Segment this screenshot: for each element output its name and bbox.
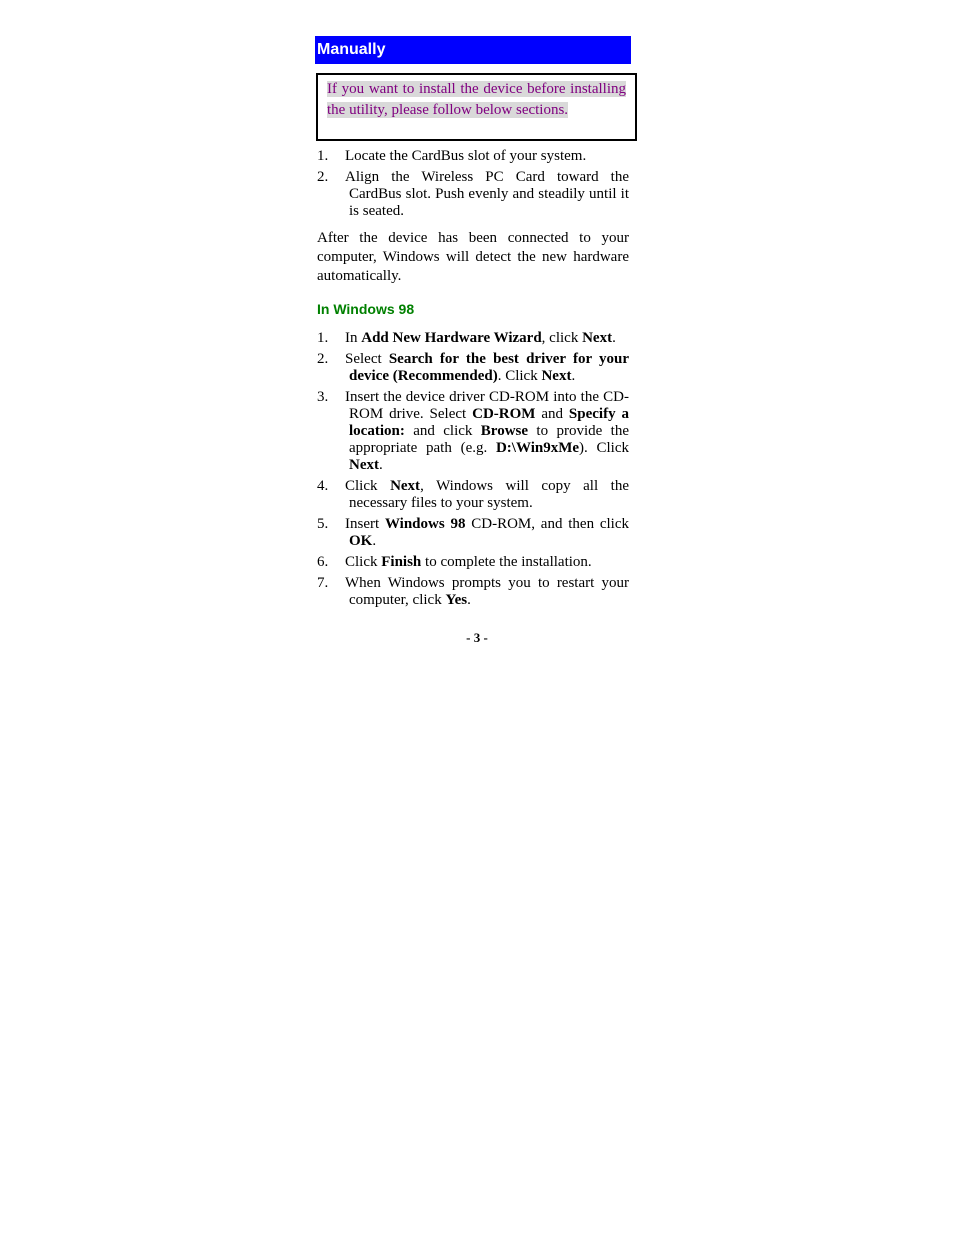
list-item [317, 516, 629, 550]
text-run: , click [541, 330, 583, 346]
list-item [317, 478, 629, 512]
bold-term: OK [349, 533, 373, 549]
list-item [317, 575, 629, 609]
bold-term: Finish [381, 554, 422, 570]
list-item-number: 2. [317, 169, 329, 185]
list-item [317, 148, 629, 165]
text-run: Align the Wireless PC Card toward the CardBus slot. Push evenly and steadily until it is seated. [345, 169, 629, 219]
text-run: ). Click [579, 440, 630, 456]
list-item-text [345, 169, 629, 220]
text-run: . [467, 592, 471, 608]
bold-term: Next [541, 368, 572, 384]
text-run: CD-ROM, and then click [465, 516, 629, 532]
list-item-text [345, 330, 629, 347]
list-item-number: 1. [317, 148, 329, 164]
bold-term: CD-ROM [472, 406, 536, 422]
text-run: Select [345, 351, 389, 367]
list-item-text [345, 148, 629, 165]
bold-term: Add New Hardware Wizard [361, 330, 542, 346]
text-run: to provide the appropriate path (e.g. [349, 423, 629, 456]
bold-term: Yes [445, 592, 468, 608]
main-content [317, 148, 629, 613]
bold-term: Windows 98 [384, 516, 466, 532]
text-run: When Windows prompts you to restart your computer, click [345, 575, 629, 608]
list-item-text [345, 516, 629, 550]
text-run: . [372, 533, 377, 549]
list-item-number: 6. [317, 554, 329, 570]
list-item-text [345, 575, 629, 609]
note-box [316, 73, 637, 141]
text-run: and click [404, 423, 481, 439]
bold-term: Specify a location: [349, 406, 629, 439]
list-item [317, 169, 629, 220]
list-item [317, 389, 629, 474]
list-item-number: 1. [317, 330, 329, 346]
bold-term: Next [390, 478, 421, 494]
text-run: Insert the device driver CD-ROM into the CD-ROM drive. Select [345, 389, 629, 422]
windows98-steps-list [317, 330, 629, 609]
list-item [317, 351, 629, 385]
bold-term: Next [349, 457, 379, 473]
list-item-text [345, 554, 629, 571]
text-run: Insert [345, 516, 385, 532]
text-run: . [612, 330, 616, 346]
text-run: and [535, 406, 569, 422]
list-item-number: 2. [317, 351, 329, 367]
list-item [317, 330, 629, 347]
list-item-text [345, 351, 629, 385]
text-run: Click [345, 478, 391, 494]
note-highlight: If you want to install the device before installing the utility, please follow below sections. [327, 81, 626, 118]
hardware-steps-list [317, 148, 629, 220]
text-run: Click [345, 554, 382, 570]
bold-term: Browse [480, 423, 529, 439]
text-run: Locate the CardBus slot of your system. [345, 148, 587, 164]
section-title: Manually [315, 36, 631, 64]
list-item-text [345, 389, 629, 474]
text-run: . [379, 457, 383, 473]
text-run: In [345, 330, 362, 346]
list-item-text [345, 478, 629, 512]
list-item-number: 4. [317, 478, 329, 494]
list-item-number: 7. [317, 575, 329, 591]
text-run: , Windows will copy all the necessary files to your system. [349, 478, 630, 511]
bold-term: Next [582, 330, 613, 346]
list-item [317, 554, 629, 571]
text-run: to complete the installation. [421, 554, 592, 570]
note-text [327, 79, 626, 120]
text-run: . Click [497, 368, 542, 384]
text-run: . [571, 368, 576, 384]
windows98-heading: In Windows 98 [317, 301, 415, 317]
after-connect-paragraph: After the device has been connected to your computer, Windows will detect the new hardware automatically. [317, 230, 629, 284]
page-number: - 3 - [466, 630, 488, 645]
list-item-number: 5. [317, 516, 329, 532]
bold-term: D:\Win9xMe [495, 440, 580, 456]
list-item-number: 3. [317, 389, 329, 405]
bold-term: Search for the best driver for your device (Recommended) [349, 351, 629, 384]
